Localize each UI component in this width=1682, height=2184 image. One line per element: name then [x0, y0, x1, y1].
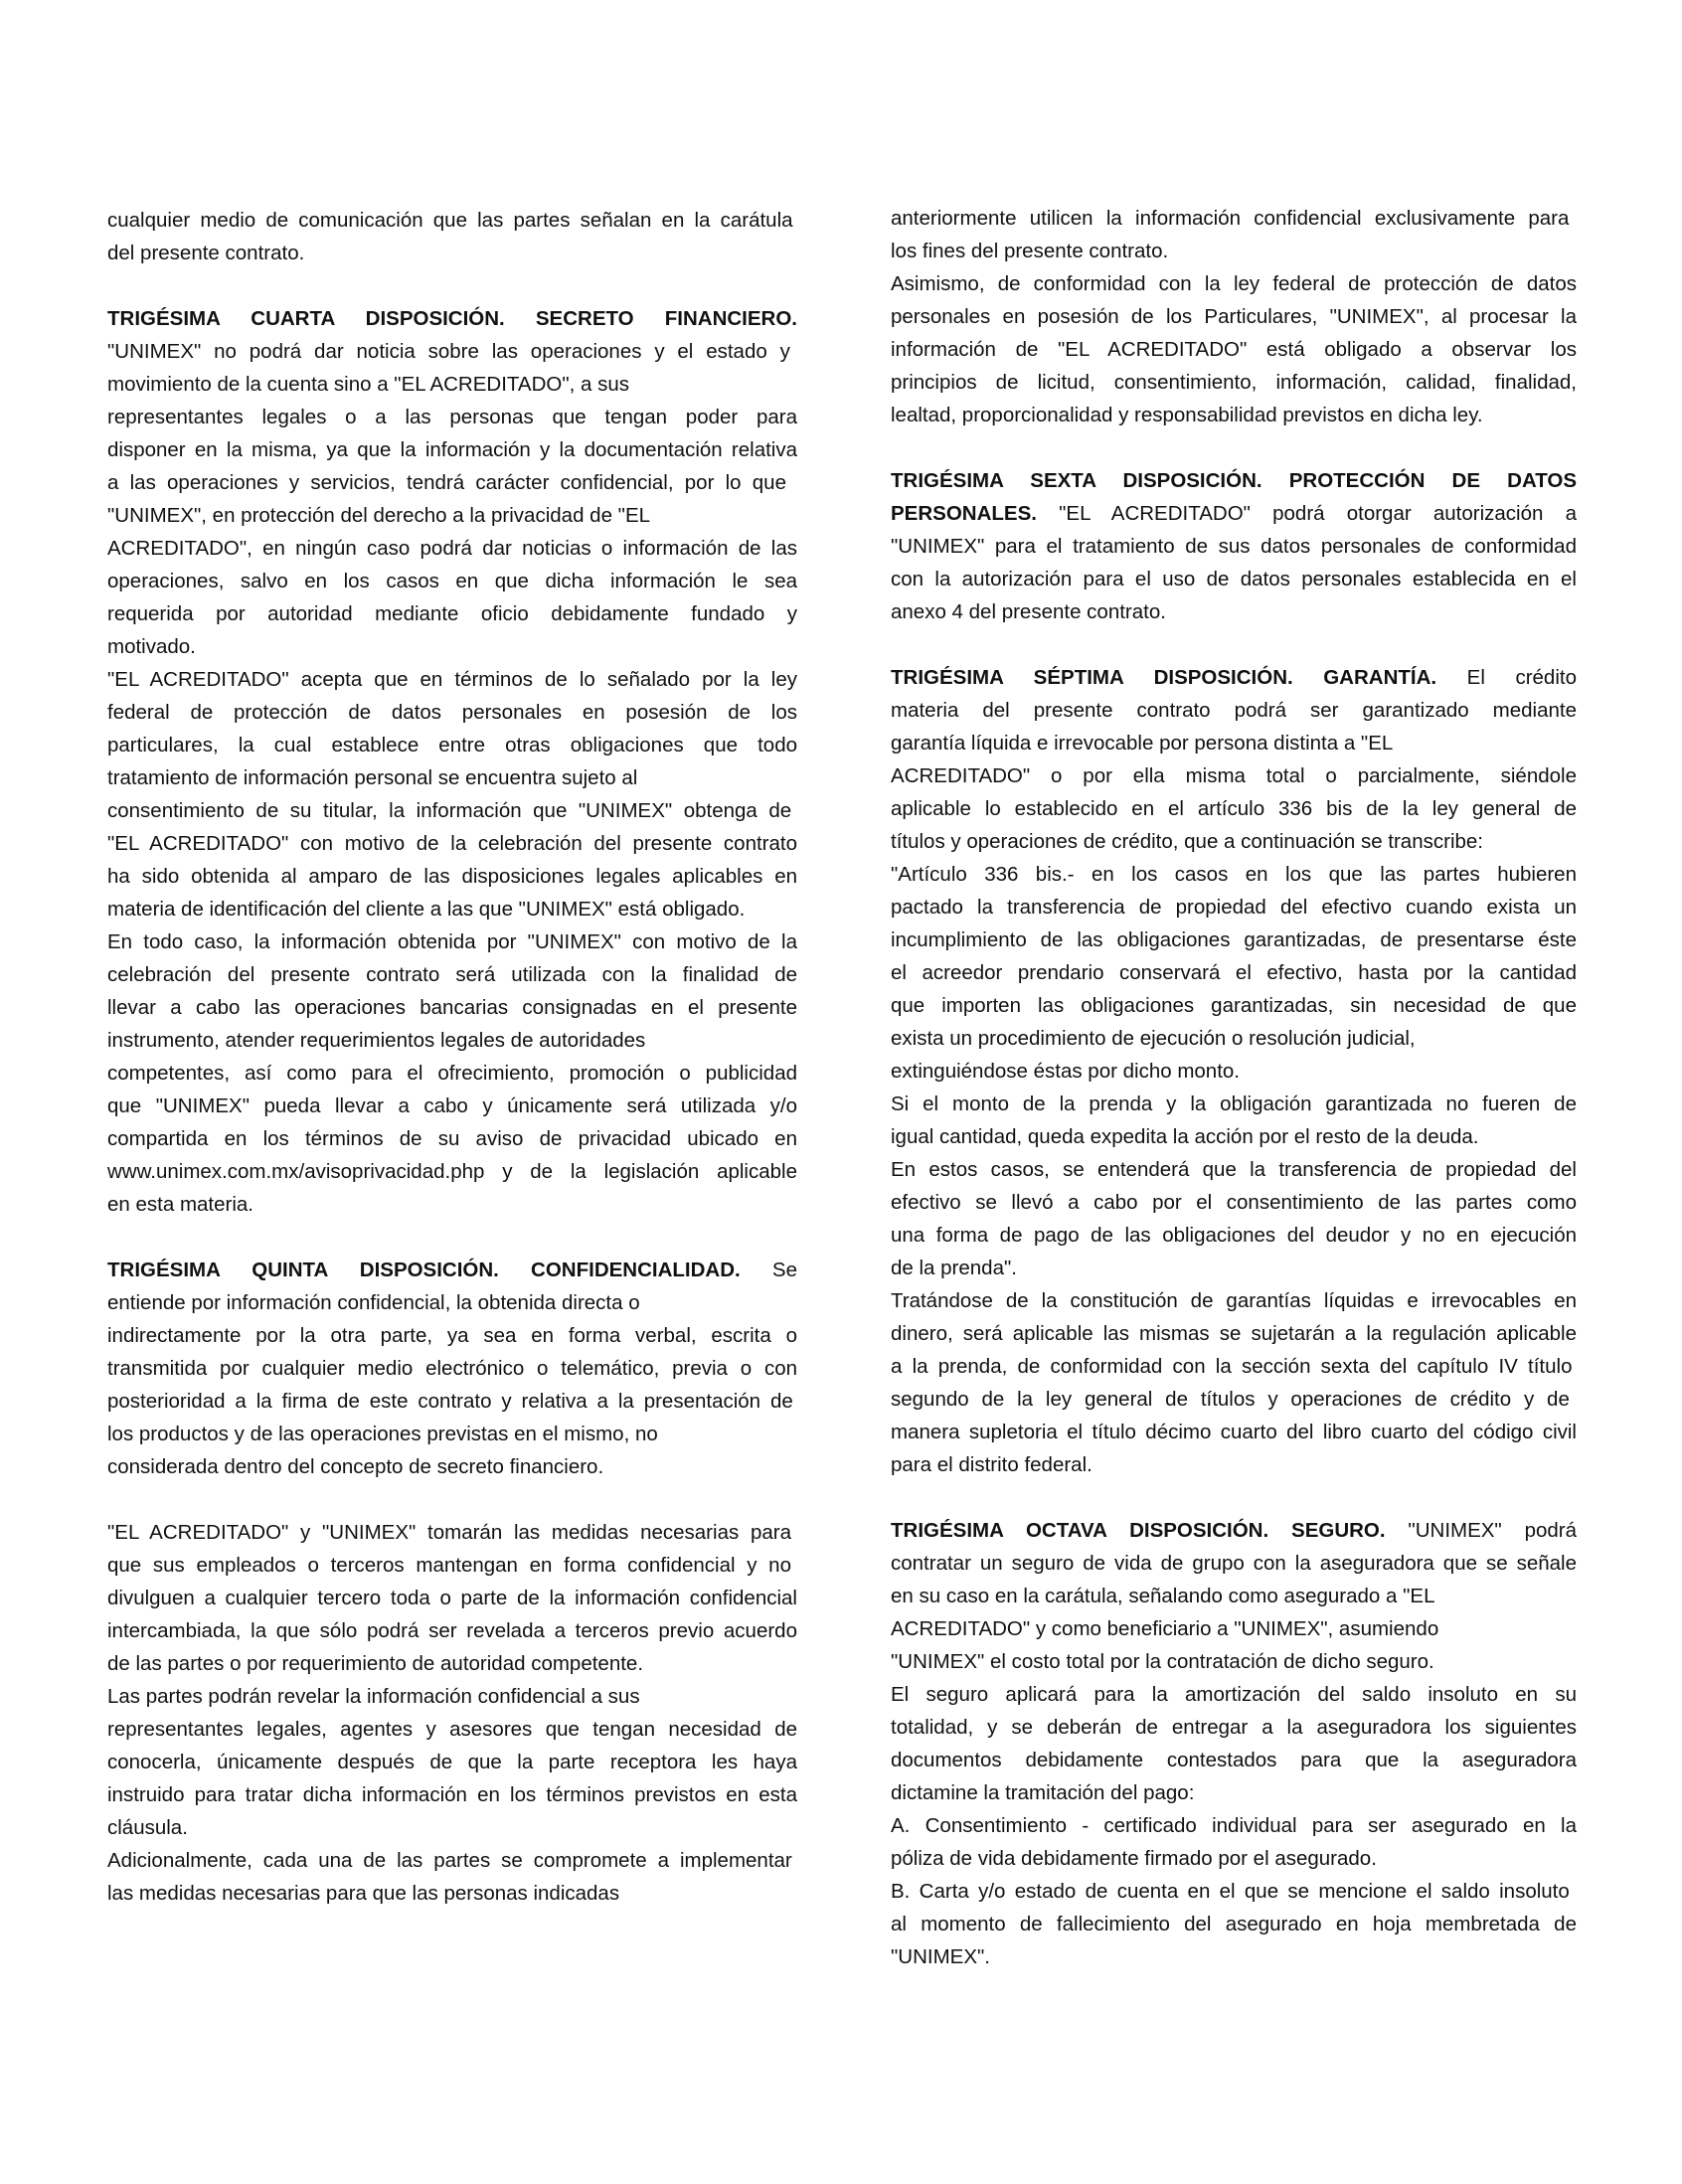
text-line: conocerla, únicamente después de que la parte receptora les haya	[107, 1751, 797, 1773]
clause-heading: TRIGÉSIMA SÉPTIMA DISPOSICIÓN. GARANTÍA.	[891, 666, 1437, 689]
text-line: particulares, la cual establece entre otras obligaciones que todo	[107, 734, 797, 756]
paragraph-continuation	[107, 204, 797, 269]
text-line: competentes, así como para el ofrecimiento, promoción o publicidad	[107, 1062, 797, 1085]
text-line: Asimismo, de conformidad con la ley federal de protección de datos	[891, 272, 1577, 295]
text-line: anteriormente utilicen la información confidencial exclusivamente para	[891, 207, 1570, 230]
text-line: "EL ACREDITADO" y "UNIMEX" tomarán las medidas necesarias para	[107, 1521, 791, 1544]
text-line: a las operaciones y servicios, tendrá carácter confidencial, por lo que	[107, 471, 786, 494]
clause-34-paragraph-3	[107, 925, 797, 1221]
text-line: materia del presente contrato podrá ser garantizado mediante	[891, 699, 1577, 722]
text-line: a la prenda, de conformidad con la sección sexta del capítulo IV título	[891, 1355, 1573, 1378]
text-line: garantía líquida e irrevocable por persona distinta a "EL	[891, 732, 1394, 755]
text-line: efectivo se llevó a cabo por el consentimiento de las partes como	[891, 1191, 1577, 1214]
text-line: A. Consentimiento - certificado individual para ser asegurado en la	[891, 1814, 1577, 1837]
text-line: operaciones, salvo en los casos en que dicha información le sea	[107, 570, 797, 592]
text-line: cláusula.	[107, 1816, 188, 1839]
text-line: títulos y operaciones de crédito, que a continuación se transcribe:	[891, 830, 1483, 853]
clause-heading-tail: "EL ACREDITADO" podrá otorgar autorización a	[1036, 502, 1577, 525]
text-line: materia de identificación del cliente a las que "UNIMEX" está obligado.	[107, 898, 746, 921]
clause-37-paragraph-4	[891, 1153, 1577, 1284]
text-line: posterioridad a la firma de este contrato y relativa a la presentación de	[107, 1390, 793, 1413]
text-line: principios de licitud, consentimiento, información, calidad, finalidad,	[891, 371, 1577, 394]
text-line: ACREDITADO", en ningún caso podrá dar noticias o información de las	[107, 537, 797, 560]
clause-38-paragraph-1	[891, 1547, 1577, 1678]
text-line: motivado.	[107, 635, 196, 658]
text-line: en esta materia.	[107, 1193, 253, 1216]
text-line: entiende por información confidencial, la obtenida directa o	[107, 1291, 640, 1314]
text-line: de la prenda".	[891, 1257, 1017, 1279]
clause-37-paragraph-1	[891, 694, 1577, 858]
text-line: Tratándose de la constitución de garantías líquidas e irrevocables en	[891, 1289, 1577, 1312]
text-line: al momento de fallecimiento del asegurado en hoja membretada de	[891, 1913, 1577, 1935]
clause-35-paragraph-2	[107, 1516, 797, 1680]
text-line: con la autorización para el uso de datos personales establecida en el	[891, 568, 1577, 590]
clause-34-paragraph-2	[107, 663, 797, 925]
text-line: documentos debidamente contestados para que la aseguradora	[891, 1749, 1577, 1771]
clause-heading-tail: El crédito	[1436, 666, 1577, 689]
text-line: que "UNIMEX" pueda llevar a cabo y únicamente será utilizada y/o	[107, 1094, 797, 1117]
text-line: extinguiéndose éstas por dicho monto.	[891, 1060, 1241, 1083]
clause-38-item-a	[891, 1809, 1577, 1875]
text-line: el acreedor prendario conservará el efectivo, hasta por la cantidad	[891, 961, 1577, 984]
text-line: Las partes podrán revelar la información confidencial a sus	[107, 1685, 640, 1708]
text-line: federal de protección de datos personales en posesión de los	[107, 701, 797, 724]
clause-35-paragraph-1	[107, 1286, 797, 1483]
text-line: "UNIMEX".	[891, 1945, 990, 1968]
text-line: representantes legales, agentes y asesores que tengan necesidad de	[107, 1718, 797, 1741]
text-line: las medidas necesarias para que las personas indicadas	[107, 1882, 620, 1905]
text-line: intercambiada, la que sólo podrá ser revelada a terceros previo acuerdo	[107, 1619, 797, 1642]
text-line: del presente contrato.	[107, 242, 305, 264]
text-line: "UNIMEX" para el tratamiento de sus datos personales de conformidad	[891, 535, 1577, 558]
text-line: www.unimex.com.mx/avisoprivacidad.php y de la legislación aplicable	[107, 1160, 797, 1183]
text-line: segundo de la ley general de títulos y operaciones de crédito y de	[891, 1388, 1570, 1411]
text-line: lealtad, proporcionalidad y responsabilidad previstos en dicha ley.	[891, 404, 1483, 426]
text-line: "Artículo 336 bis.- en los casos en los que las partes hubieren	[891, 863, 1577, 886]
clause-36-proteccion-datos	[891, 464, 1577, 628]
clause-34-paragraph-1	[107, 335, 797, 663]
text-line: disponer en la misma, ya que la información y la documentación relativa	[107, 438, 797, 461]
text-line: los productos y de las operaciones previstas en el mismo, no	[107, 1423, 658, 1445]
text-line: llevar a cabo las operaciones bancarias consignadas en el presente	[107, 996, 797, 1019]
text-line: transmitida por cualquier medio electrónico o telemático, previa o con	[107, 1357, 797, 1380]
text-line: manera supletoria el título décimo cuarto del libro cuarto del código civil	[891, 1421, 1577, 1443]
continuation-paragraph-2	[891, 267, 1577, 431]
clause-37-paragraph-5	[891, 1284, 1577, 1481]
clause-38-item-b	[891, 1875, 1577, 1973]
text-line: cualquier medio de comunicación que las partes señalan en la carátula	[107, 209, 793, 232]
text-line: contratar un seguro de vida de grupo con la aseguradora que se señale	[891, 1552, 1577, 1575]
text-line: aplicable lo establecido en el artículo 336 bis de la ley general de	[891, 797, 1577, 820]
text-line: "UNIMEX" el costo total por la contratación de dicho seguro.	[891, 1650, 1434, 1673]
text-line: "UNIMEX" no podrá dar noticia sobre las operaciones y el estado y	[107, 340, 790, 363]
clause-37-paragraph-2	[891, 858, 1577, 1088]
text-line: instrumento, atender requerimientos legales de autoridades	[107, 1029, 646, 1052]
text-line: póliza de vida debidamente firmado por el asegurado.	[891, 1847, 1377, 1870]
text-line: "UNIMEX", en protección del derecho a la privacidad de "EL	[107, 504, 651, 527]
text-line: El seguro aplicará para la amortización del saldo insoluto en su	[891, 1683, 1577, 1706]
text-line: que importen las obligaciones garantizadas, sin necesidad de que	[891, 994, 1577, 1017]
text-line: representantes legales o a las personas que tengan poder para	[107, 406, 797, 428]
text-line: pactado la transferencia de propiedad del efectivo cuando exista un	[891, 896, 1577, 919]
text-line: instruido para tratar dicha información en los términos previstos en esta	[107, 1783, 797, 1806]
text-line: dinero, será aplicable las mismas se sujetarán a la regulación aplicable	[891, 1322, 1577, 1345]
clause-heading-tail: Se	[740, 1259, 797, 1281]
text-line: igual cantidad, queda expedita la acción por el resto de la deuda.	[891, 1125, 1479, 1148]
text-line: compartida en los términos de su aviso de privacidad ubicado en	[107, 1127, 797, 1150]
text-line: una forma de pago de las obligaciones del deudor y no en ejecución	[891, 1224, 1577, 1247]
clause-heading: TRIGÉSIMA SEXTA DISPOSICIÓN. PROTECCIÓN DE DATOS	[891, 469, 1577, 492]
clause-35-paragraph-3	[107, 1680, 797, 1844]
text-line: información de "EL ACREDITADO" está obligado a observar los	[891, 338, 1577, 361]
clause-heading-tail: "UNIMEX" podrá	[1385, 1519, 1577, 1542]
text-line: totalidad, y se deberán de entregar a la aseguradora los siguientes	[891, 1716, 1577, 1739]
text-line: ACREDITADO" o por ella misma total o parcialmente, siéndole	[891, 764, 1577, 787]
continuation-paragraph-1	[891, 202, 1577, 267]
text-line: incumplimiento de las obligaciones garantizadas, de presentarse éste	[891, 928, 1577, 951]
clause-37-garantia	[891, 661, 1577, 1481]
paragraph-continuation	[891, 202, 1577, 431]
clause-heading-cont: PERSONALES.	[891, 502, 1037, 525]
clause-38-paragraph-2	[891, 1678, 1577, 1809]
left-column	[107, 204, 797, 1910]
clause-35-paragraph-4	[107, 1844, 797, 1910]
clause-heading: TRIGÉSIMA QUINTA DISPOSICIÓN. CONFIDENCIALIDAD.	[107, 1259, 741, 1281]
clause-37-paragraph-3	[891, 1088, 1577, 1153]
text-line: de las partes o por requerimiento de autoridad competente.	[107, 1652, 644, 1675]
text-line: que sus empleados o terceros mantengan en forma confidencial y no	[107, 1554, 791, 1577]
text-line: indirectamente por la otra parte, ya sea en forma verbal, escrita o	[107, 1324, 797, 1347]
text-line: "EL ACREDITADO" acepta que en términos de lo señalado por la ley	[107, 668, 797, 691]
text-line: consentimiento de su titular, la información que "UNIMEX" obtenga de	[107, 799, 792, 822]
text-line: requerida por autoridad mediante oficio debidamente fundado y	[107, 602, 797, 625]
clause-34-secreto-financiero	[107, 302, 797, 1221]
text-line: considerada dentro del concepto de secreto financiero.	[107, 1455, 604, 1478]
text-line: Adicionalmente, cada una de las partes se compromete a implementar	[107, 1849, 792, 1872]
text-line: divulguen a cualquier tercero toda o parte de la información confidencial	[107, 1587, 797, 1609]
text-line: En estos casos, se entenderá que la transferencia de propiedad del	[891, 1158, 1577, 1181]
text-line: dictamine la tramitación del pago:	[891, 1781, 1195, 1804]
text-line: Si el monto de la prenda y la obligación garantizada no fueren de	[891, 1092, 1577, 1115]
text-line: ha sido obtenida al amparo de las disposiciones legales aplicables en	[107, 865, 797, 888]
text-line: celebración del presente contrato será utilizada con la finalidad de	[107, 963, 797, 986]
clause-36-paragraph-1	[891, 530, 1577, 628]
text-line: en su caso en la carátula, señalando como asegurado a "EL	[891, 1585, 1435, 1607]
text-line: tratamiento de información personal se encuentra sujeto al	[107, 766, 638, 789]
text-line: personales en posesión de los Particulares, "UNIMEX", al procesar la	[891, 305, 1577, 328]
text-line: movimiento de la cuenta sino a "EL ACREDITADO", a sus	[107, 373, 630, 396]
text-line: anexo 4 del presente contrato.	[891, 600, 1166, 623]
right-column	[891, 202, 1577, 1973]
text-line: "EL ACREDITADO" con motivo de la celebración del presente contrato	[107, 832, 797, 855]
text-line: los fines del presente contrato.	[891, 240, 1169, 262]
text-line: En todo caso, la información obtenida por "UNIMEX" con motivo de la	[107, 930, 797, 953]
text-line: ACREDITADO" y como beneficiario a "UNIMEX", asumiendo	[891, 1617, 1439, 1640]
clause-heading: TRIGÉSIMA CUARTA DISPOSICIÓN. SECRETO FINANCIERO.	[107, 307, 797, 330]
clause-heading: TRIGÉSIMA OCTAVA DISPOSICIÓN. SEGURO.	[891, 1519, 1386, 1542]
clause-38-seguro	[891, 1514, 1577, 1973]
text-line: exista un procedimiento de ejecución o resolución judicial,	[891, 1027, 1416, 1050]
clause-35-confidencialidad	[107, 1254, 797, 1910]
text-line: para el distrito federal.	[891, 1453, 1093, 1476]
text-line: B. Carta y/o estado de cuenta en el que se mencione el saldo insoluto	[891, 1880, 1570, 1903]
